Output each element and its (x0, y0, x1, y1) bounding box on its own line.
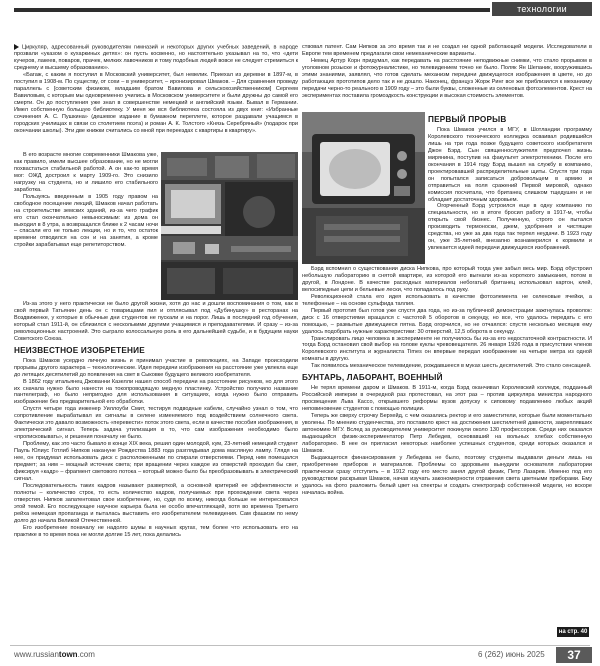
subheading: БУНТАРЬ, ЛАБОРАНТ, ВОЕННЫЙ (302, 373, 443, 383)
article-paragraph: Пока Шмаков усердно личную жизнь и принимал участие в революциях, на Западе происходили прорывы другого характера – технологические. Идея передачи изображения на расстояние уже увлекла еще до летящих десятилетий до появления на свет в Сыковке будущего великого изобретателя. (14, 357, 298, 378)
article-paragraph: Так появилось механическое телевидение, рождавшееся в муках шесть десятилетий. Это стало сенсацией. (311, 363, 592, 370)
url-prefix: www.russian (14, 650, 59, 659)
article-paragraph: Революционной стала его идея использовать в качестве фотоэлемента не селеновые ячейки, а телефонные – на основе сульфида таллия. (302, 293, 592, 307)
article-paragraph: Его изобретение поначалу не надолго шумы в научных кругах, тем более что использовать его на практике в то время пока не могли долгие 15 лет, пока делались (14, 524, 298, 538)
workshop-photo (161, 152, 298, 300)
article-paragraph: Последовательность таких кадров называют разверткой, а основной критерий ее эффективности и полноты – количество строк, то есть количество кадров, получаемых при прохождении света через отверстия. Нипков запатентовал свое изобретение, но, судя по всему, никогда больше не интересовался этой темой. Его последующее научное карьера была не особо впечатляющей, хотя во времена Третьего рейха немецкая пропаганда и пыталась выставить его изобретателем телевидения. Сам фашизм по нему долго до начала Великой Отечественной. (14, 482, 298, 524)
right-column-side (428, 112, 592, 264)
subheading: НЕИЗВЕСТНОЕ ИЗОБРЕТЕНИЕ (14, 345, 145, 355)
article-paragraph: Теперь же сверху строчку Берхейд, с чем оказались ректор и его заместители, которые были моментально уволены. По мнению студенчества, это поставило крест на достижения шестилетней давности, закреплявших автономию МГУ. Вслед за руководителем университет покинули около 130 профессоров. Среди них оказался выдающийся физик-экспериментатор Петр Лебедев, основавший на вольных хлебах собственную лабораторию. В нее он пригласил некоторых наиболее успешных студентов, среди которых оказался и Шмаков. (302, 413, 592, 454)
article-paragraph: Бэрд вспомнил о существовании диска Нипкова, про который тогда уже забыл весь мир. Бэрд обустроил небольшую лабораторию в снятой квартире, из которой его выгнали из-за короткого замыкания, потом в другой, в Лондоне. В качестве расходных материалов небогатый британец использовал картон, клей, велосипедные цепи и бельевые лески, что попадалось под руку. (302, 266, 592, 293)
site-url[interactable] (14, 650, 95, 659)
article-paragraph: Циркуляр, адресованный руководителям гимназий и некоторых других учебных заведений, в народе прозвали «указом о кухаркиных детях»: он пусть косвенно, но настоятельно указывал на то, что «дети кучеров, лакеев, поваров, прачек, мелких лавочников и тому подобных людей вовсе не следует стремиться к среднему и высшему образованию». (14, 44, 298, 72)
right-column-bottom (302, 266, 592, 640)
url-brand: town (58, 650, 78, 659)
article-paragraph: Первый прототип был готов уже спустя два года, но из-за публичной демонстрации зажгнулась проволок: диск с 16 отверстиями вращался с частотой 5 оборотов в секунду, но все, что удалось передать с его помощью, – размытые движущиеся пятна. Бэрд огорчился, но не отчаялся: спустя несколько месяцев ему удалось подобрать нужные характеристики: 30 отверстий, 12,5 оборота в секунду. (302, 307, 592, 335)
article-paragraph: В его возрасте многие современники Шмакова уже, как правило, имели высшее образование, но не могли похвастаться стабильной работой. А он как-то время мог: ОЖД достроил к марту 1909-го. Это снизило нагрузку на студента, но и лишило его стабильного заработка. (14, 152, 158, 193)
continued-on-page-tag: на стр. 40 (558, 629, 588, 635)
left-column-bottom (14, 301, 298, 641)
article-paragraph: Немец Артур Корн придумал, как передавать на расстояние неподвижные снимки, что стало прорывом в уголовном розыске и фотожурналистике, но телевидением точно не было. Поляк Ян Шепаник, вооружившись этими знаниями, заявлял, что готов сделать механизм передачи движущегося изображения в цвете, но до работающих прототипов дело так и не дошло. Наконец, француз Жорж Ринг все же приблизился к механизму передачи черно-то реального в 1909 году – это были буквы, сложенные из селеновых фотоэлементов. Крест на экспериментах поставила громоздкость конструкции и высокая стоимость элементов. (302, 57, 592, 99)
article-paragraph: Огорченный Бэрд устроился еще в одну компанию по специальности, но в итоге бросил работу в 1917-м, чтобы открыть свой бизнес. Полученную, строго он пытался производить термоноски, джем, удобрения и чистящие средства, но уже за два года так терпел неудачи. В 1923 году он, уже 35-летний, внезапно вознамерился к кормили и увлекается идеей передачи движущихся изображений. (428, 203, 592, 252)
article-paragraph: «Багаж, с каким я поступил в Московский университет, был невелик. Приехал из деревни в 1897-м, в поступил в 1908-м. По существу, от сохи – в университет, – иронизировал Шмаков. – Для сравнения проведу параллель с [советским физиком, младшим братом Вавилова и сельскохозяйственником] Сергеем Вавиловым, с которым мы одновременно учились в Московском университете и были дружны до самой его смерти. Он до поступления уже знал в совершенстве немецкий и английский языки. Бывал в Германии. Имел собственную большую библиотеку. У меня же вся библиотека состояла из двух книг: «Избранные сочинения А. С. Пушкина» (дешевое издание в бумажном переплете, которое раздавали учащимся в городских училищах в связи со столетием поэта) и роман А. К. Толстого «Князь Серебряный» (подарок при окончании школы). Эти две книжки считались со мной при переездах с квартиры в квартиру». (14, 72, 298, 134)
article-paragraph: В 1862 году итальянец Джованни Казелли нашел способ передачи на расстояние рисунков, но для этого их сначала нужно было нанести на токопроводящую медную пластинку. Устройство получило название пантелеграф, но было непригодно для использования в ситуациях, когда нужно было отправить изображение без предварительной его обработки. (14, 378, 298, 406)
article-paragraph: Из-за этого у него практически не было другой жизни, хотя до нас и дошли воспоминания о том, как в свой первый Татьянин день он с товарищами пил и отплясывал под «Дубинушку» в ресторанах на Воздвиженке, у которые в обычные дни студентов не пускали и на порог. Лишь в последний год обучения, который стал 1911-й, он сблизился с несколькими другими учащимися и преподавателями. И сразу – из-за революционных настроений. Это сыграло колоссальную роль в его дальнейшей судьбе, и в будущем науки Советского Союза. (14, 301, 298, 342)
section-label: технологии (492, 2, 592, 16)
article-paragraph: Выдающегося финансирования у Лебедева не было, поэтому студенты выдавали деньги лишь на приобретение приборов и материалов. Проблемы со здоровьем вынудили основателя лаборатории практически сразу отступить – в 1912 году его место занял другой физик, Петр Лазарев. Именно под его руководством раскрывая Шмаков, начав изучать закономерности отражения света цветными приборами. Ему удалось на фото разложить белый цвет на спектры и создать спектрограф собственной модели, но вскоре началась война. (302, 454, 592, 496)
article-paragraph: Не терял времени даром и Шмаков. В 1911-м, когда Бэрд оканчивал Королевский колледж, подданный Российской империи в очередной раз протестовал, на этот раз – против циркуляра министра народного просвещения Льва Кассо, открывшего реформы вузов допуску к сиповому подавлению любых акций неповиновение студентов с помощью полиции. (302, 385, 592, 413)
article-paragraph: Транслировать лицо человека в эксперименте не получилось бы из-за его недостаточной контрастности. И тогда Бэрд остановил свой выбор на голове куклы чревовещателя. 26 января 1926 года в присутствии членов Королевского института и журналиста Times он впервые передал изображение на четыре метра из одной комнаты в другую. (302, 335, 592, 363)
article-paragraph: Пока Шмаков учился в МГУ, в Шотландии программу Королевского технического колледжа осваивал родившийся лишь на три года позже будущего советского изобретателя Джон Бэрд. Сын священнослужителя предпочел жизнь мирянина, поступив на факультет электротехники. После его окончания в 1914 году Бэрд вышел на службу в компанию, проектировавшей распределительные щиты. Спустя три года он попытался записаться добровольцем в армию и отправиться на поля сражений Первой мировой, однако комиссия посчитала, что британец слишком тщедушен и не обладает достаточным здоровьем. (428, 127, 592, 203)
article-paragraph: Пользуясь введенным в 1905 году правом на свободное посещение лекций, Шмаков начал работать на строительстве земских зданий, из-за чего график его стал окончательно невыносимым: из дома он выходил в 8 утра, а возвращался ближе к 2 часам ночи – спасали его не только лекции, но и то, что остаток времени отводился на сон и на занятия, а кроме стройки зарабатывал еще репетиторством. (14, 193, 158, 249)
url-suffix: .com (77, 650, 95, 659)
issue-date: 6 (262) июнь 2025 (478, 650, 545, 659)
right-column-top (302, 44, 592, 110)
page-number: 37 (556, 647, 592, 663)
article-paragraph: Проблему, как это часто бывало в конце XIX века, решил один молодой, кум, 23-летний немецкий студент Пауль Юлиус Готлиб Нипков накануне Рождества 1883 года разглядывал дома масляную лампу. Глядя на нее, он придумал использовать диск с расположенными по спирали отверстиями. Перед ним помещался предмет; за ним – мощный источник света; при вращении через каждое из отверстий проходил бы свет, фиксируя «кадр» – фрагмент светового потока – который можно было бы преобразовывать в электрический сигнал. (14, 441, 298, 482)
subheading: ПЕРВЫЙ ПРОРЫВ (428, 115, 507, 124)
header-rule (14, 8, 490, 12)
article-paragraph: Спустя четыре года инженер Уиллоуби Смит, тестируя подводные кабели, случайно узнал о том, что сопротивление вырабатывал их сигналы в селене изменяемого под воздействием солнечного света. Фактически это давало возможность «перевести» поток этого света, если в качестве пособия изображения, в электрический сигнал. Теперь задача утилизация в то, что сам изображения необходимо было «прописковывать», и решения поначалу не было. (14, 406, 298, 441)
left-column-lower (14, 152, 158, 300)
television-photo (302, 112, 425, 264)
continuation-arrow-icon (14, 44, 19, 50)
footer-rule (10, 645, 590, 646)
article-paragraph: ствовал патент. Сам Нипков за это время так и не создал ни одной работающей модели. Исследователи в Европе тем временем предлагали свои немеханические варианты. (302, 44, 592, 57)
